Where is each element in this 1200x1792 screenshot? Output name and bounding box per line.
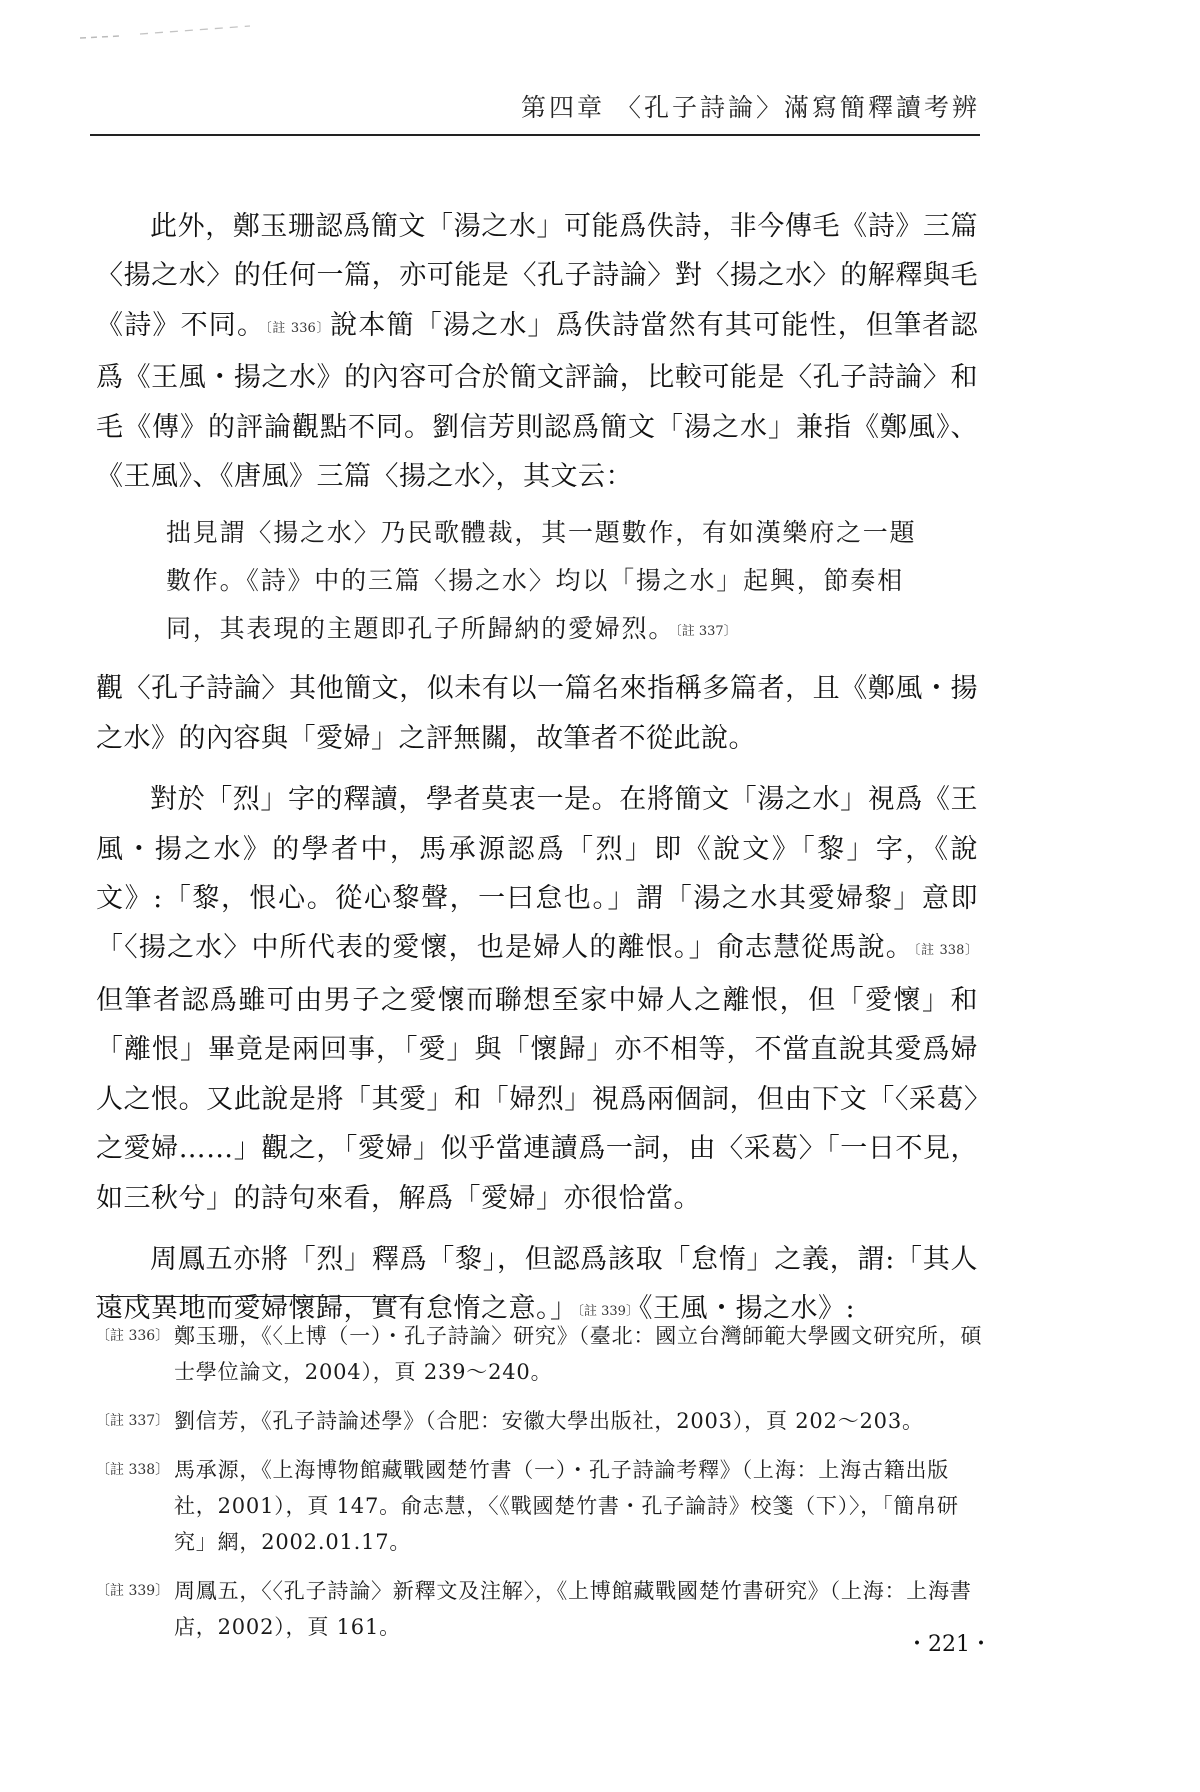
paragraph-4-continued: 《王風・揚之水》:	[638, 1293, 856, 1325]
footnote-338	[96, 1452, 986, 1560]
footnote-divider	[96, 1296, 412, 1297]
paragraph-4-text: 周鳳五亦將「烈」釋爲「黎」，但認爲該取「怠惰」之義，謂:「其人遠戍異地而愛婦懷歸，實有怠惰之意。」	[96, 1243, 978, 1325]
paragraph-1	[96, 202, 978, 501]
footnote-336	[96, 1318, 986, 1390]
paragraph-2: 觀〈孔子詩論〉其他簡文，似未有以一篇名來指稱多篇者，且《鄭風・揚之水》的內容與「愛婦」之評無關，故筆者不從此說。	[96, 673, 978, 754]
footnote-text: 馬承源，《上海博物館藏戰國楚竹書（一）・孔子詩論考釋》（上海：上海古籍出版社，2001），頁 147。俞志慧，〈《戰國楚竹書・孔子論詩》校箋（下）〉，「簡帛研究」網，2002.01.17。	[174, 1458, 959, 1554]
page-number: ・221・	[906, 1632, 992, 1657]
block-quote-text: 拙見謂〈揚之水〉乃民歌體裁，其一題數作，有如漢樂府之一題數作。《詩》中的三篇〈揚之水〉均以「揚之水」起興，節奏相同，其表現的主題即孔子所歸納的愛婦烈。	[166, 518, 917, 644]
paragraph-1-continued: 說本簡「湯之水」爲佚詩當然有其可能性，但筆者認爲《王風・揚之水》的內容可合於簡文評論，比較可能是〈孔子詩論〉和毛《傳》的評論觀點不同。劉信芳則認爲簡文「湯之水」兼指《鄭風》、《王風》、《唐風》三篇〈揚之水〉，其文云：	[96, 309, 979, 493]
footnote-339	[96, 1573, 986, 1645]
footnotes	[96, 1318, 986, 1658]
footnote-number: 〔註 338〕	[96, 1462, 170, 1478]
footnote-number: 〔註 337〕	[96, 1413, 170, 1429]
running-header	[90, 88, 980, 136]
block-quote	[96, 501, 936, 664]
footnote-text: 劉信芳，《孔子詩論述學》（合肥：安徽大學出版社，2003），頁 202～203。	[174, 1409, 924, 1433]
main-text	[96, 202, 978, 1337]
footnote-number: 〔註 336〕	[96, 1328, 170, 1344]
footnote-text: 鄭玉珊，《〈上博（一）・孔子詩論〉研究》（臺北：國立台灣師範大學國文研究所，碩士學位論文，2004），頁 239～240。	[174, 1324, 983, 1384]
footnote-ref-339[interactable]: 〔註 339〕	[577, 1304, 639, 1320]
paragraph-3-continued: 但筆者認爲雖可由男子之愛懷而聯想至家中婦人之離恨，但「愛懷」和「離恨」畢竟是兩回事，「愛」與「懷歸」亦不相等，不當直說其愛爲婦人之恨。又此說是將「其愛」和「婦烈」視爲兩個詞，但由下文「〈采葛〉之愛婦……」觀之，「愛婦」似乎當連讀爲一詞，由〈采葛〉「一日不見，如三秋兮」的詩句來看，解爲「愛婦」亦很恰當。	[96, 984, 978, 1214]
paragraph-3	[96, 775, 978, 1223]
footnote-number: 〔註 339〕	[96, 1583, 170, 1599]
chapter-title: 第四章 〈孔子詩論〉滿寫簡釋讀考辨	[521, 93, 980, 122]
paragraph-1-text: 此外，鄭玉珊認爲簡文「湯之水」可能爲佚詩，非今傳毛《詩》三篇〈揚之水〉的任何一篇，亦可能是〈孔子詩論〉對〈揚之水〉的解釋與毛《詩》不同。	[96, 211, 978, 341]
footnote-ref-338[interactable]: 〔註 338〕	[913, 943, 979, 959]
paragraph-3-text: 對於「烈」字的釋讀，學者莫衷一是。在將簡文「湯之水」視爲《王風・揚之水》的學者中，馬承源認爲「烈」即《說文》「黎」字，《說文》:「黎，恨心。從心黎聲，一曰怠也。」謂「湯之水其愛婦黎」意即「〈揚之水〉中所代表的愛懷，也是婦人的離恨。」俞志慧從馬說。	[96, 784, 978, 964]
footnote-ref-336[interactable]: 〔註 336〕	[265, 320, 331, 336]
footnote-ref-337[interactable]: 〔註 337〕	[675, 624, 737, 640]
scan-artifact-marks	[80, 22, 280, 42]
footnote-text: 周鳳五，〈〈孔子詩論〉新釋文及注解〉，《上博館藏戰國楚竹書研究》（上海：上海書店，2002），頁 161。	[174, 1579, 972, 1639]
footnote-337	[96, 1403, 986, 1439]
